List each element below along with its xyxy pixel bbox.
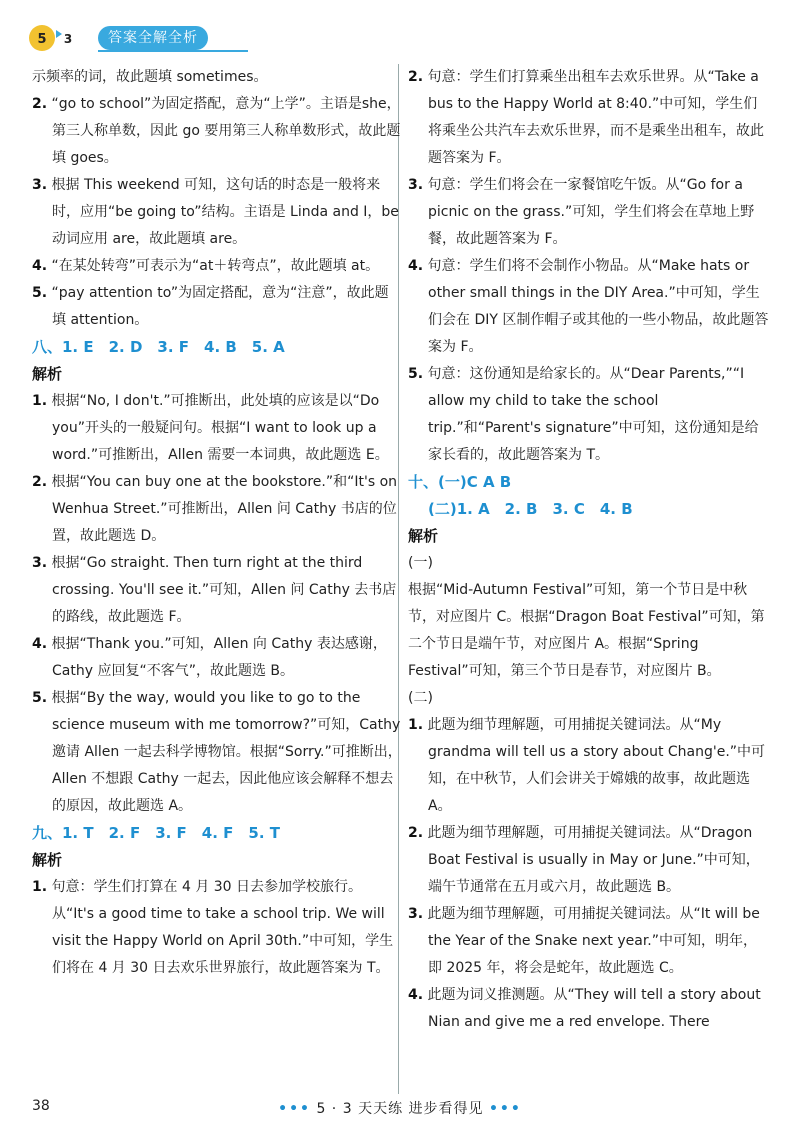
header-underline <box>98 50 248 52</box>
answer-item <box>32 874 402 982</box>
answer-item <box>32 280 402 334</box>
right-column <box>408 64 770 1036</box>
item-number: 3. <box>408 177 424 193</box>
section-nine-answers: 九、1. T 2. F 3. F 4. F 5. T <box>32 824 280 842</box>
section-eight-answers: 八、1. E 2. D 3. F 4. B 5. A <box>32 338 285 356</box>
left-column <box>32 64 402 982</box>
item-text: 根据“You can buy one at the bookstore.”和“It's on Wenhua Street.”可推断出，Allen 问 Cathy 书店的位置，故此题选 D。 <box>51 474 398 544</box>
answer-item <box>408 253 770 361</box>
item-text: 句意：学生们将不会制作小物品。从“Make hats or other small things in the DIY Area.”中可知，学生们会在 DIY 区制作帽子或其他的一些小物品，故此题答案为 F。 <box>427 258 769 355</box>
item-text: 根据“Thank you.”可知，Allen 向 Cathy 表达感谢，Cathy 应回复“不客气”，故此题选 B。 <box>51 636 387 679</box>
page-footer <box>0 1098 800 1122</box>
item-text: 根据“Go straight. Then turn right at the third crossing. You'll see it.”可知，Allen 问 Cathy 去书店的路线，故此题选 F。 <box>51 555 397 625</box>
answer-item <box>408 361 770 469</box>
item-text: 句意：学生们打算乘坐出租车去欢乐世界。从“Take a bus to the Happy World at 8:40.”中可知，学生们将乘坐公共汽车去欢乐世界，而不是乘坐出租车，故此题答案为 F。 <box>427 69 764 166</box>
item-number: 4. <box>408 987 424 1003</box>
analysis-heading: 解析 <box>32 851 63 869</box>
item-number: 3. <box>408 906 424 922</box>
svg-text:3: 3 <box>63 32 73 46</box>
footer-text: 5 · 3 天天练 进步看得见 <box>316 1101 484 1117</box>
answer-item <box>408 64 770 172</box>
continued-text: 示频率的词，故此题填 sometimes。 <box>32 69 268 85</box>
footer-dots-left: ••• <box>278 1101 311 1117</box>
item-text: 此题为词义推测题。从“They will tell a story about Nian and give me a red envelope. There <box>427 987 761 1030</box>
part-one-label: (一) <box>408 555 433 571</box>
part-two-label: (二) <box>408 690 433 706</box>
item-number: 1. <box>408 717 424 733</box>
section-tag: 答案全解全析 <box>98 26 208 50</box>
answer-item <box>32 631 402 685</box>
item-number: 3. <box>32 555 48 571</box>
svg-text:5: 5 <box>37 32 47 47</box>
answer-item <box>32 469 402 550</box>
brand-logo-icon <box>28 22 90 54</box>
analysis-heading: 解析 <box>408 527 439 545</box>
section-ten-answers: 十、(一)C A B <box>408 473 512 491</box>
answer-item <box>408 820 770 901</box>
answer-item <box>32 388 402 469</box>
answer-item <box>32 550 402 631</box>
item-number: 5. <box>32 285 48 301</box>
item-text: 此题为细节理解题，可用捕捉关键词法。从“Dragon Boat Festival is usually in May or June.”中可知，端午节通常在五月或六月，故此题选 B。 <box>427 825 760 895</box>
item-text: 句意：学生们打算在 4 月 30 日去参加学校旅行。从“It's a good time to take a school trip. We will visit the Happy World on April 30th.”中可知，学生们将在 4 月 30 日去欢乐世界旅行，故此题答案为 T。 <box>51 879 394 976</box>
answer-item <box>32 91 402 172</box>
item-text: 根据 This weekend 可知，这句话的时态是一般将来时，应用“be going to”结构。主语是 Linda and I，be 动词应用 are，故此题填 are。 <box>51 177 399 247</box>
item-text: 此题为细节理解题，可用捕捉关键词法。从“It will be the Year of the Snake next year.”中可知，明年，即 2025 年，将会是蛇年，故此题选 C。 <box>427 906 760 976</box>
answer-item <box>408 712 770 820</box>
item-number: 2. <box>32 96 48 112</box>
item-text: 句意：这份通知是给家长的。从“Dear Parents,”“I allow my child to take the school trip.”和“Parent's signature”中可知，这份通知是给家长看的，故此题答案为 T。 <box>427 366 759 463</box>
answer-item <box>32 172 402 253</box>
item-text: 此题为细节理解题，可用捕捉关键词法。从“My grandma will tell us a story about Chang'e.”中可知，在中秋节，人们会讲关于嫦娥的故事，故此题选 A。 <box>427 717 766 814</box>
item-number: 5. <box>32 690 48 706</box>
answer-item <box>408 901 770 982</box>
answer-item <box>32 253 402 280</box>
answer-item <box>32 685 402 820</box>
item-number: 1. <box>32 393 48 409</box>
item-number: 1. <box>32 879 48 895</box>
item-text: 根据“By the way, would you like to go to the science museum with me tomorrow?”可知，Cathy 邀请 Allen 一起去科学博物馆。根据“Sorry.”可推断出，Allen 不想跟 Cathy 一起去，因此他应该会解释不想去的原因，故此题选 A。 <box>51 690 402 814</box>
item-text: “pay attention to”为固定搭配，意为“注意”，故此题填 attention。 <box>51 285 389 328</box>
footer-slogan <box>0 1098 800 1118</box>
part-one-text: 根据“Mid-Autumn Festival”可知，第一个节日是中秋节，对应图片 C。根据“Dragon Boat Festival”可知，第二个节日是端午节，对应图片 A。根据“Spring Festival”可知，第三个节日是春节，对应图片 B。 <box>408 582 765 679</box>
item-number: 2. <box>32 474 48 490</box>
item-text: 句意：学生们将会在一家餐馆吃午饭。从“Go for a picnic on the grass.”可知，学生们将会在草地上野餐，故此题答案为 F。 <box>427 177 755 247</box>
analysis-heading: 解析 <box>32 365 63 383</box>
item-number: 2. <box>408 825 424 841</box>
answer-item <box>408 172 770 253</box>
item-text: “go to school”为固定搭配，意为“上学”。主语是she，第三人称单数，因此 go 要用第三人称单数形式，故此题填 goes。 <box>51 96 401 166</box>
footer-dots-right: ••• <box>488 1101 522 1117</box>
answer-item <box>408 982 770 1036</box>
item-text: 根据“No, I don't.”可推断出，此处填的应该是以“Do you”开头的一般疑问句。根据“I want to look up a word.”可推断出，Allen 需要一本词典，故此题选 E。 <box>51 393 389 463</box>
page-number: 38 <box>32 1098 50 1114</box>
item-number: 4. <box>32 258 48 274</box>
section-ten-part-two-answers: (二)1. A 2. B 3. C 4. B <box>428 500 633 518</box>
item-text: “在某处转弯”可表示为“at＋转弯点”，故此题填 at。 <box>51 258 380 274</box>
page-header <box>28 22 408 54</box>
item-number: 5. <box>408 366 424 382</box>
item-number: 3. <box>32 177 48 193</box>
item-number: 2. <box>408 69 424 85</box>
item-number: 4. <box>32 636 48 652</box>
item-number: 4. <box>408 258 424 274</box>
